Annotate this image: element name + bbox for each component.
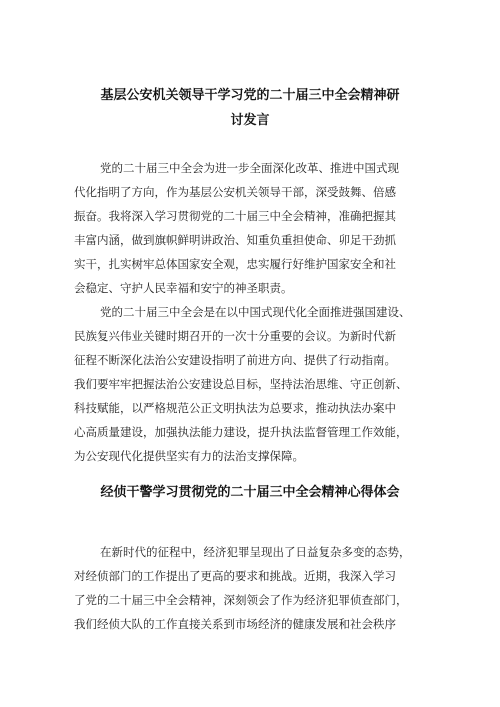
paragraph-3-line: 我们经侦大队的工作直接关系到市场经济的健康发展和社会秩序 bbox=[74, 617, 396, 631]
paragraph-1-line: 实干，扎实树牢总体国家安全观，忠实履行好维护国家安全和社 bbox=[74, 257, 396, 271]
paragraph-2-line: 党的二十届三中全会是在以中国式现代化全面推进强国建设、 bbox=[100, 305, 411, 319]
paragraph-1-line: 振奋。我将深入学习贯彻党的二十届三中全会精神，准确把握其 bbox=[74, 209, 396, 223]
paragraph-2-line: 民族复兴伟业关键时期召开的一次十分重要的会议。为新时代新 bbox=[74, 329, 396, 343]
paragraph-3-line: 对经侦部门的工作提出了更高的要求和挑战。近期，我深入学习 bbox=[74, 569, 396, 583]
paragraph-1-line: 丰富内涵，做到旗帜鲜明讲政治、知重负重担使命、卯足干劲抓 bbox=[74, 233, 396, 247]
document-title-line-1: 基层公安机关领导干学习党的二十届三中全会精神研 bbox=[100, 88, 400, 103]
paragraph-1-line: 党的二十届三中全会为进一步全面深化改革、推进中国式现 bbox=[100, 161, 399, 175]
paragraph-2-line: 心高质量建设，加强执法能力建设，提升执法监督管理工作效能， bbox=[74, 425, 408, 439]
paragraph-1-line: 会稳定、守护人民幸福和安宁的神圣职责。 bbox=[74, 281, 293, 295]
paragraph-2-line: 为公安现代化提供坚实有力的法治支撑保障。 bbox=[74, 449, 304, 463]
section-title: 经侦干警学习贯彻党的二十届三中全会精神心得体会 bbox=[100, 485, 400, 500]
paragraph-3-line: 了党的二十届三中全会精神，深刻领会了作为经济犯罪侦查部门， bbox=[74, 593, 408, 607]
paragraph-2-line: 征程不断深化法治公安建设指明了前进方向、提供了行动指南。 bbox=[74, 353, 396, 367]
paragraph-3-line: 在新时代的征程中，经济犯罪呈现出了日益复杂多变的态势， bbox=[100, 545, 411, 559]
paragraph-2-line: 我们要牢牢把握法治公安建设总目标，坚持法治思维、守正创新、 bbox=[74, 377, 408, 391]
document-title-line-2: 讨发言 bbox=[230, 113, 270, 128]
paragraph-2-line: 科技赋能，以严格规范公正文明执法为总要求，推动执法办案中 bbox=[74, 401, 396, 415]
paragraph-1-line: 代化指明了方向，作为基层公安机关领导干部，深受鼓舞、倍感 bbox=[74, 185, 396, 199]
